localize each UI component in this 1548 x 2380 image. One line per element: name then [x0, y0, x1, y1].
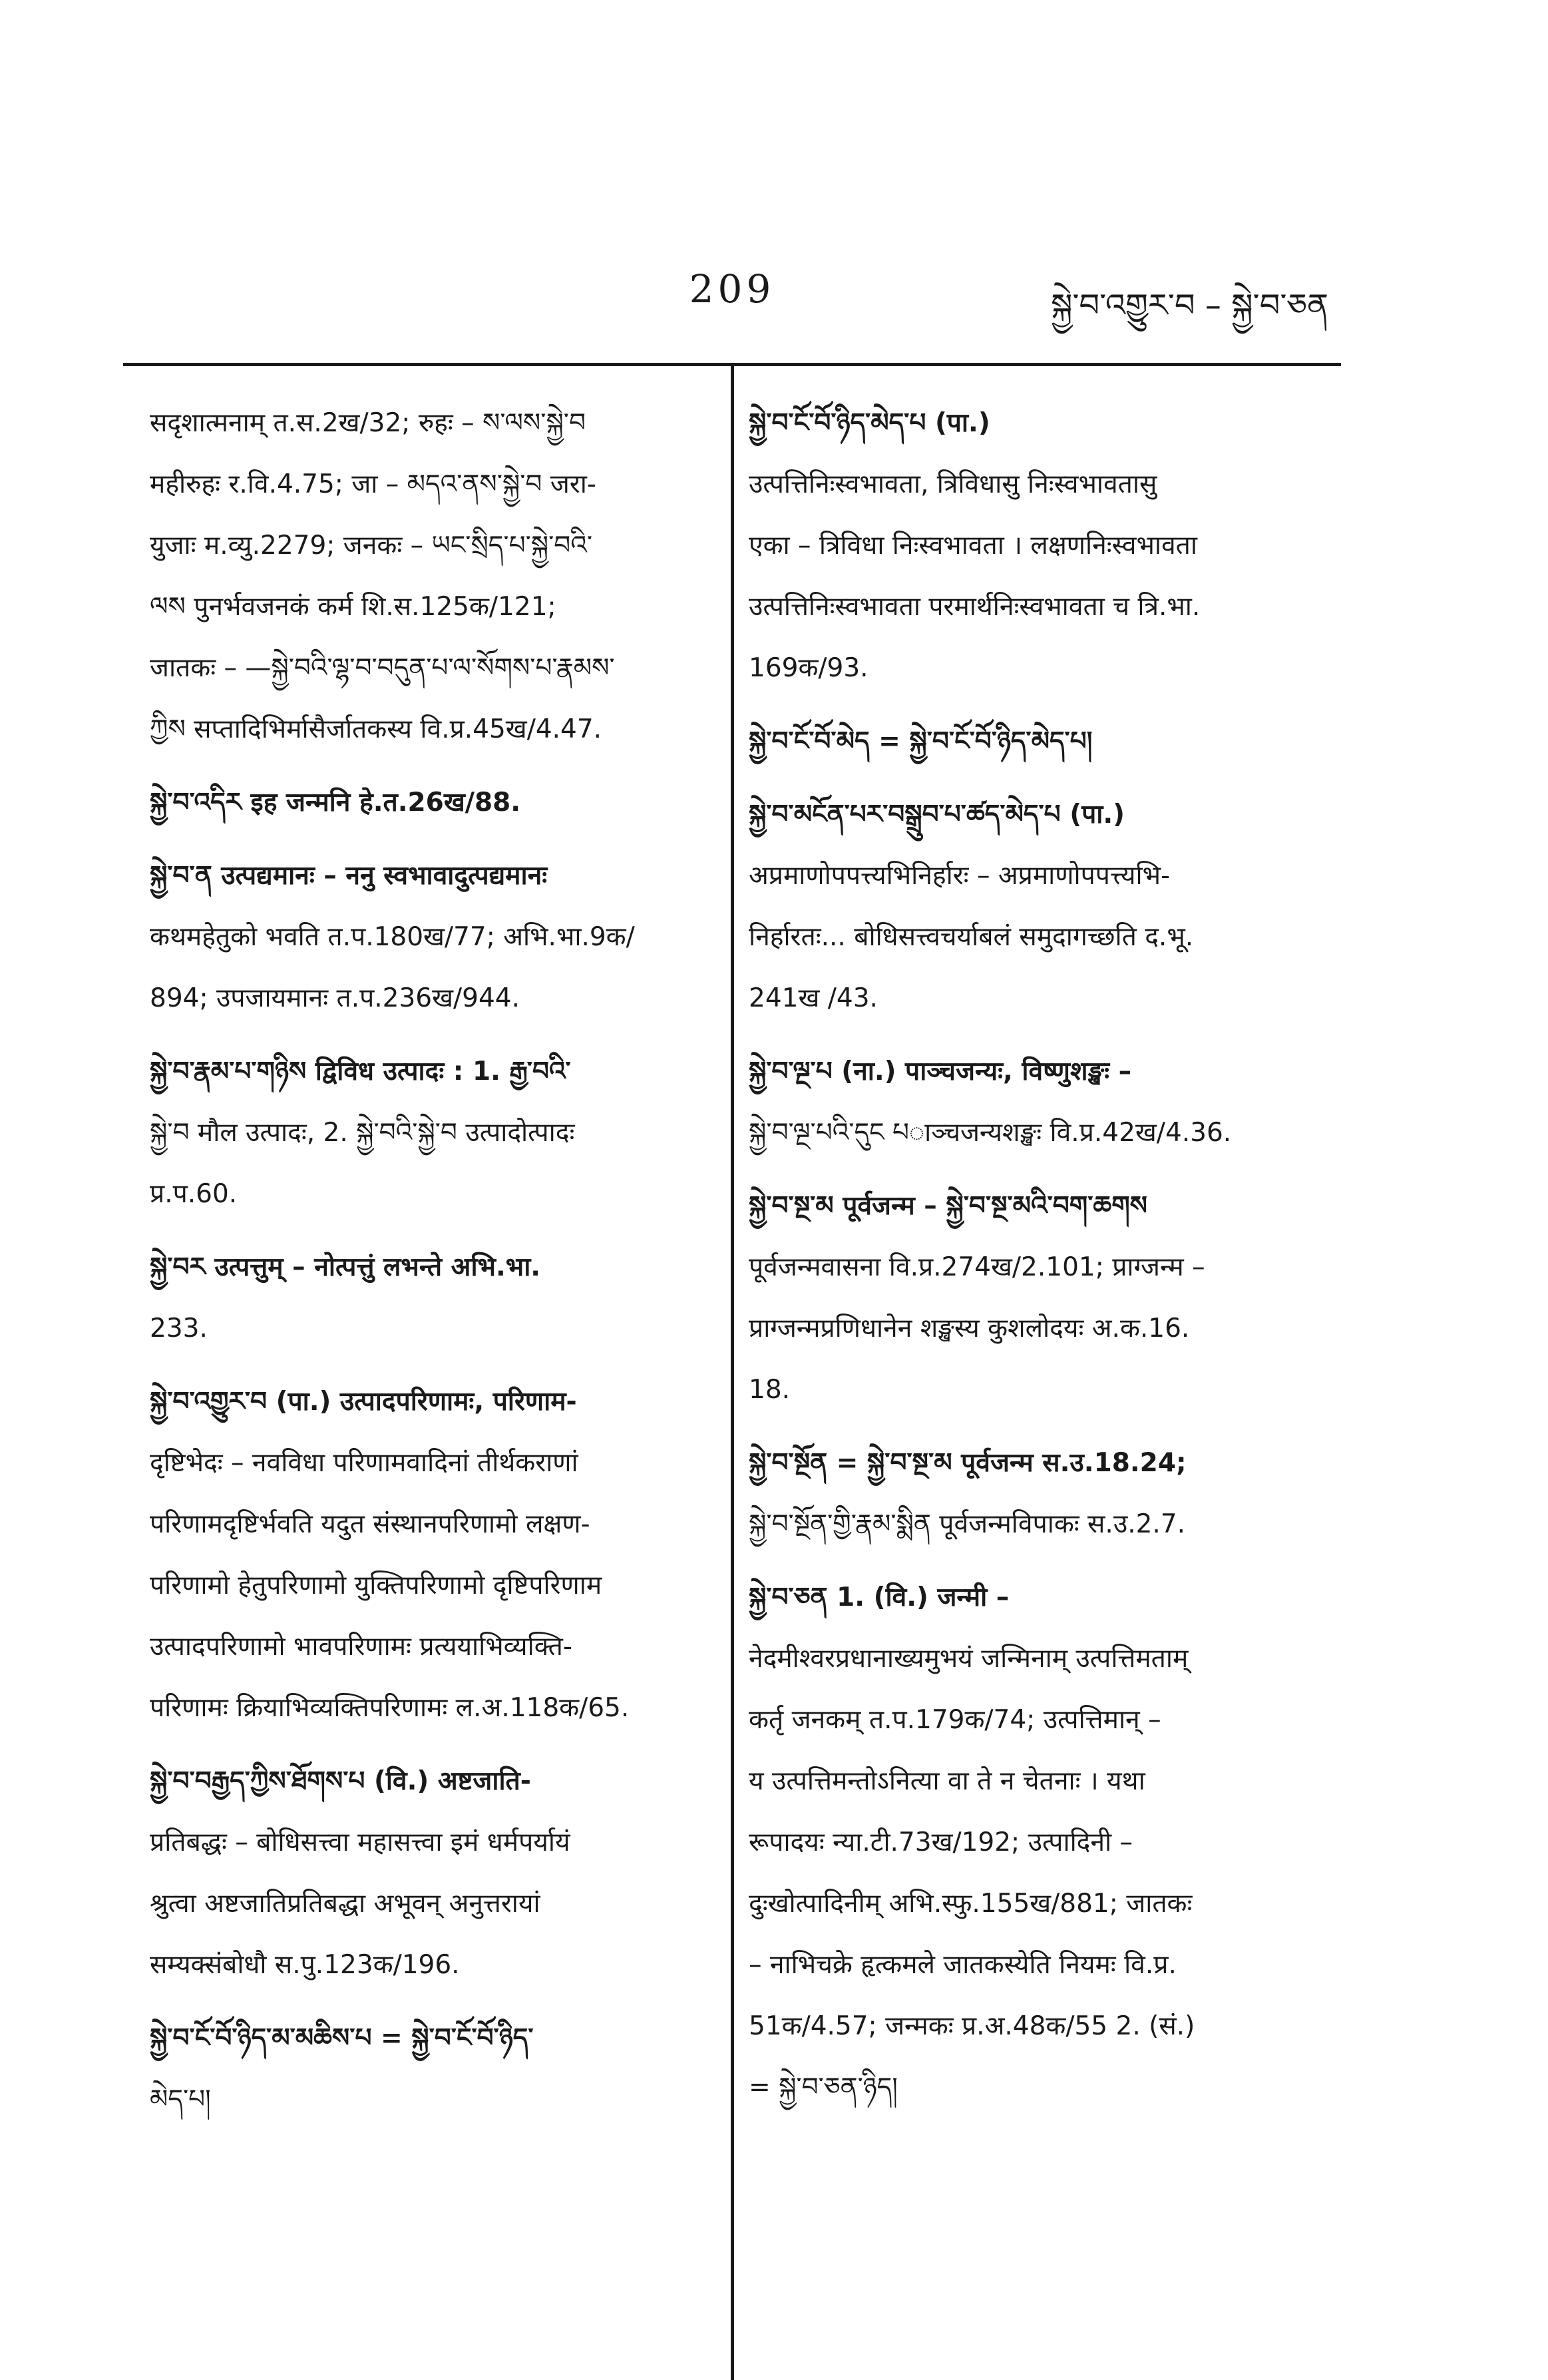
entry-line: सदृशात्मनाम् त.स.2ख/32; रुहः – ས་ལས་སྐྱེ་བ [150, 408, 586, 438]
entry-line: उत्पत्तिनिःस्वभावता परमार्थनिःस्वभावता च त्रि.भा. [749, 592, 1201, 622]
entry-line: पूर्वजन्मवासना वि.प्र.274ख/2.101; प्राग्जन्म – [749, 1252, 1205, 1282]
entry-line: སྐྱེ་བ་ལྔ་པའི་དུང པाञ्चजन्यशङ्खः वि.प्र.42ख/4.36. [749, 1118, 1232, 1148]
entry-line: 51क/4.57; जन्मकः प्र.अ.48क/55 2. (सं.) [749, 2011, 1195, 2041]
entry-line: कथमहेतुको भवति त.प.180ख/77; अभि.भा.9क/ [150, 922, 635, 952]
entry-line: जातकः – —སྐྱེ་བའི་ལྷ་བ་བདུན་པ་ལ་སོགས་པ་རྣམས་ [150, 653, 615, 683]
page-number: 209 [689, 266, 775, 312]
entry-line: སྐྱེ་བ मौल उत्पादः, 2. སྐྱེ་བའི་སྐྱེ་བ उत्पादोत्पादः [150, 1118, 575, 1148]
entry [150, 2008, 709, 2130]
entry-line: युजाः म.व्यु.2279; जनकः – ཡང་སྲིད་པ་སྐྱེ་བའི་ [150, 531, 593, 561]
entry-headword-line: སྐྱེ་བ་ཅན 1. (वि.) जन्मी – [749, 1582, 1010, 1612]
entry-line: 169क/93. [749, 653, 869, 683]
entry-line: दृष्टिभेदः – नवविधा परिणामवादिनां तीर्थकराणां [150, 1448, 578, 1478]
entry [150, 845, 709, 1029]
entry-line: रूपादयः न्या.टी.73ख/192; उत्पादिनी – [749, 1827, 1133, 1857]
right-column [749, 393, 1328, 2130]
entry-headword-line: སྐྱེ་བར उत्पत्तुम् – नोत्पत्तुं लभन्ते अभि.भा. [150, 1252, 541, 1282]
entry [150, 1751, 709, 1996]
entry-line: परिणामो हेतुपरिणामो युक्तिपरिणामो दृष्टिपरिणाम [150, 1570, 602, 1600]
entry-headword-line: སྐྱེ་བ་བརྒྱད་ཀྱིས་ཐོགས་པ (वि.) अष्टजाति- [150, 1766, 531, 1796]
entry-line: 18. [749, 1375, 791, 1405]
entry-headword-line: སྐྱེ་བ་ངོ་བོ་ཉིད་མ་མཆིས་པ = སྐྱེ་བ་ངོ་བོ་ཉིད་ [150, 2023, 534, 2053]
entry [749, 393, 1328, 699]
entry-line: प्र.प.60. [150, 1179, 238, 1209]
entry-line: उत्पत्तिनिःस्वभावता, त्रिविधासु निःस्वभावतासु [749, 469, 1157, 499]
entry [150, 1237, 709, 1359]
entry [749, 1567, 1328, 2118]
entry-headword-line: སྐྱེ་བ་ངོ་བོ་མེད = སྐྱེ་བ་ངོ་བོ་ཉིད་མེད་པ། [749, 726, 1093, 756]
entry-headword-line: སྐྱེ་བ་འདིར इह जन्मनि हे.त.26ख/88. [150, 788, 521, 818]
entry-line: एका – त्रिविधा निःस्वभावता । लक्षणनिःस्वभावता [749, 531, 1198, 561]
entry [749, 1041, 1328, 1164]
entry-line: ཀྱིས सप्तादिभिर्मासैर्जातकस्य वि.प्र.45ख/4.47. [150, 714, 602, 744]
entry-headword-line: སྐྱེ་བ་འགྱུར་བ (पा.) उत्पादपरिणामः, परिणाम- [150, 1387, 577, 1417]
entry-headword-line: སྐྱེ་བ་སྔོན = སྐྱེ་བ་སྔ་མ पूर्वजन्म स.उ.18.24; [749, 1448, 1187, 1478]
entry-headword-line: སྐྱེ་བ་རྣམ་པ་གཉིས द्विविध उत्पादः : 1. རྒྱ་བའི་ [150, 1057, 571, 1086]
entry-line: མེད་པ། [150, 2084, 211, 2114]
entry [749, 711, 1328, 772]
entry-line: य उत्पत्तिमन्तोऽनित्या वा ते न चेतनाः । यथा [749, 1766, 1145, 1796]
entry-line: उत्पादपरिणामो भावपरिणामः प्रत्ययाभिव्यक्ति- [150, 1632, 572, 1662]
entry [150, 1371, 709, 1739]
entry-line: प्रतिबद्धः – बोधिसत्त्वा महासत्त्वा इमं धर्मपर्यायं [150, 1827, 570, 1857]
entry-line: श्रुत्वा अष्टजातिप्रतिबद्धा अभूवन् अनुत्तरायां [150, 1889, 540, 1919]
entry-headword-line: སྐྱེ་བ་སྔ་མ पूर्वजन्म – སྐྱེ་བ་སྔ་མའི་བག་ཆགས [749, 1191, 1147, 1221]
entry-line: 241ख /43. [749, 983, 878, 1013]
entry [749, 1176, 1328, 1421]
entry-line: कर्तृ जनकम् त.प.179क/74; उत्पत्तिमान् – [749, 1705, 1161, 1735]
entry-line: 233. [150, 1313, 208, 1343]
entry-line: परिणामः क्रियाभिव्यक्तिपरिणामः ल.अ.118क/65. [150, 1693, 630, 1723]
entry-line: 894; उपजायमानः त.प.236ख/944. [150, 983, 520, 1013]
entry [150, 1041, 709, 1225]
entry-line: नेदमीश्वरप्रधानाख्यमुभयं जन्मिनाम् उत्पत्तिमताम् [749, 1644, 1189, 1674]
entry-headword-line: སྐྱེ་བ་མངོན་པར་བསྒྲུབ་པ་ཚད་མེད་པ (पा.) [749, 800, 1125, 830]
entry-continued [150, 393, 709, 760]
entry [749, 1433, 1328, 1555]
entry-line: – नाभिचक्रे हृत्कमले जातकस्येति नियमः वि.प्र. [749, 1950, 1177, 1980]
entry-line: निर्हारतः... बोधिसत्त्वचर्याबलं समुदागच्छति द.भू. [749, 922, 1194, 952]
column-divider [731, 363, 734, 2380]
entry-line: अप्रमाणोपपत्त्यभिनिर्हारः – अप्रमाणोपपत्त्यभि- [749, 861, 1171, 891]
entry-line: महीरुहः र.वि.4.75; जा – མདའ་ནས་སྐྱེ་བ जरा- [150, 469, 596, 499]
running-head: སྐྱེ་བ་འགྱུར་བ – སྐྱེ་བ་ཅན [1050, 287, 1328, 324]
entry-line: ལས पुनर्भवजनकं कर्म शि.स.125क/121; [150, 592, 556, 622]
entry [150, 772, 709, 833]
entry-line: दुःखोत्पादिनीम् अभि.स्फु.155ख/881; जातकः [749, 1889, 1193, 1919]
entry-line: परिणामदृष्टिर्भवति यदुत संस्थानपरिणामो लक्षण- [150, 1509, 590, 1539]
entry-headword-line: སྐྱེ་བ་ན उत्पद्यमानः – ननु स्वभावादुत्पद्यमानः [150, 861, 548, 891]
entry-line: སྐྱེ་བ་སྔོན་གྱི་རྣམ་སྨིན पूर्वजन्मविपाकः स.उ.2.7. [749, 1509, 1186, 1539]
left-column [150, 393, 709, 2142]
entry-line: = སྐྱེ་བ་ཅན་ཉིད། [749, 2072, 898, 2102]
entry-line: प्राग्जन्मप्रणिधानेन शङ्खस्य कुशलोदयः अ.क.16. [749, 1313, 1190, 1343]
entry-headword-line: སྐྱེ་བ་ལྔ་པ (ना.) पाञ्चजन्यः, विष्णुशङ्खः – [749, 1057, 1132, 1086]
entry-line: सम्यक्संबोधौ स.पु.123क/196. [150, 1950, 460, 1980]
entry-headword-line: སྐྱེ་བ་ངོ་བོ་ཉིད་མེད་པ (पा.) [749, 408, 990, 438]
entry [749, 784, 1328, 1029]
